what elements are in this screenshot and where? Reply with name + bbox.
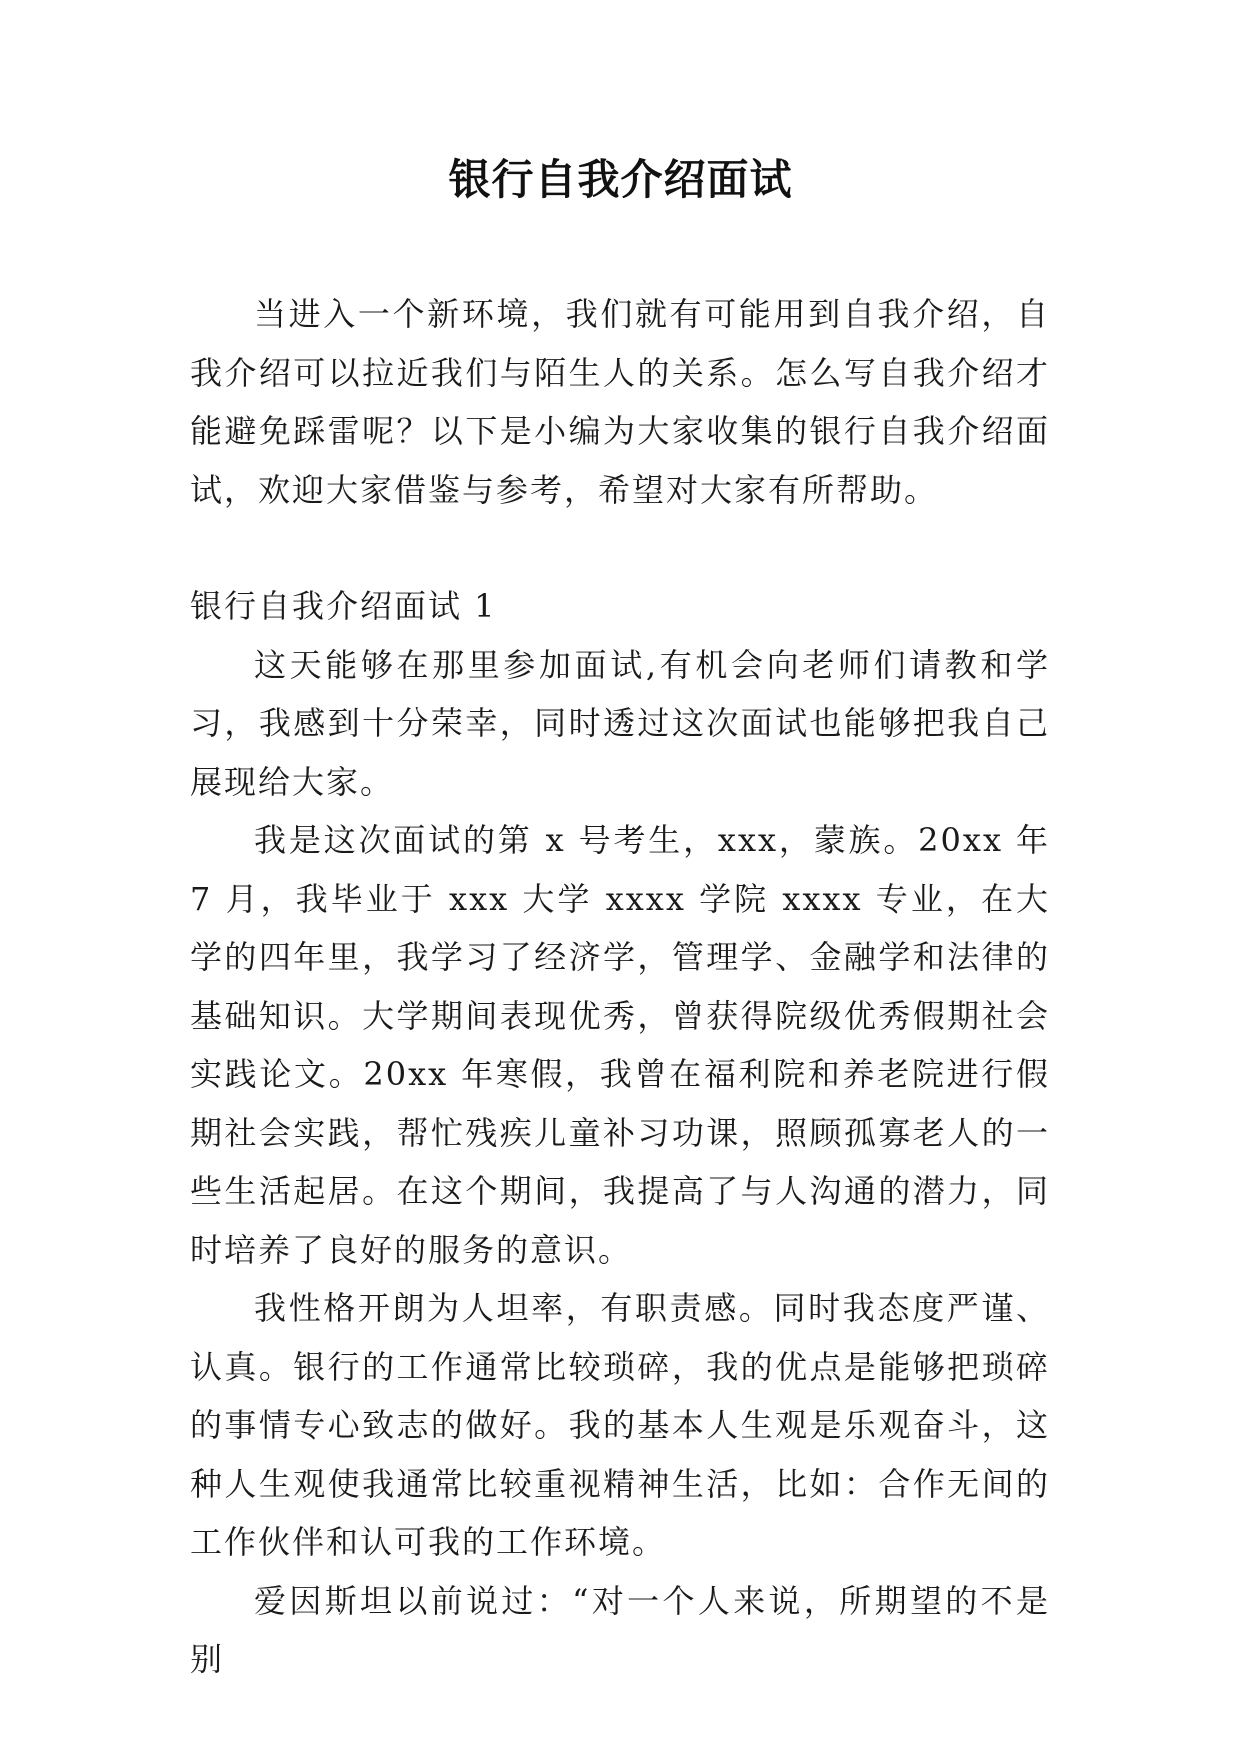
document-title: 银行自我介绍面试 xyxy=(448,155,793,204)
body-paragraph: 爱因斯坦以前说过：“对一个人来说，所期望的不是别 xyxy=(190,1581,1050,1678)
document-body xyxy=(190,285,1050,1689)
section-heading: 银行自我介绍面试 1 xyxy=(190,587,497,625)
body-paragraph: 我性格开朗为人坦率，有职责感。同时我态度严谨、认真。银行的工作通常比较琐碎，我的优点是能够把琐碎的事情专心致志的做好。我的基本人生观是乐观奋斗，这种人生观使我通常比较重视精神生活，比如：合作无间的工作伙伴和认可我的工作环境。 xyxy=(190,1289,1050,1561)
intro-paragraph: 当进入一个新环境，我们就有可能用到自我介绍，自我介绍可以拉近我们与陌生人的关系。怎么写自我介绍才能避免踩雷呢？以下是小编为大家收集的银行自我介绍面试，欢迎大家借鉴与参考，希望对大家有所帮助。 xyxy=(190,295,1050,509)
body-paragraph: 我是这次面试的第 x 号考生，xxx，蒙族。20xx 年 7 月，我毕业于 xxx 大学 xxxx 学院 xxxx 专业，在大学的四年里，我学习了经济学，管理学、金融学和法律的基础知识。大学期间表现优秀，曾获得院级优秀假期社会实践论文。20xx 年寒假，我曾在福利院和养老院进行假期社会实践，帮忙残疾儿童补习功课，照顾孤寡老人的一些生活起居。在这个期间，我提高了与人沟通的潜力，同时培养了良好的服务的意识。 xyxy=(190,821,1050,1269)
body-paragraph: 这天能够在那里参加面试,有机会向老师们请教和学习，我感到十分荣幸，同时透过这次面试也能够把我自己展现给大家。 xyxy=(190,645,1050,801)
